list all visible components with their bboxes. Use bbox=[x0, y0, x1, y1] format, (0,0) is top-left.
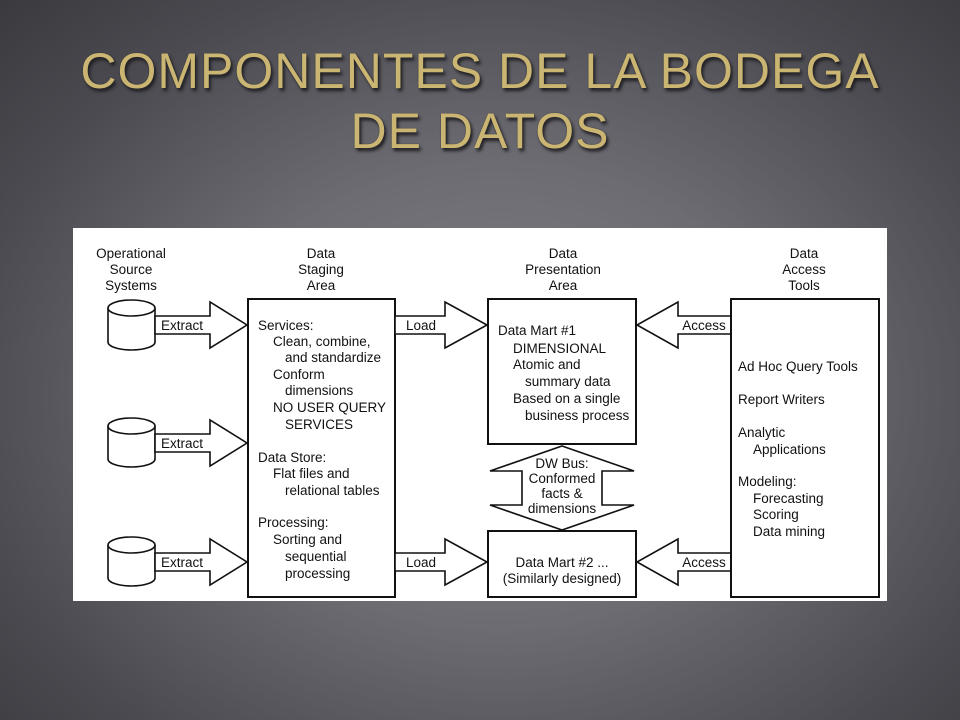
slide-title bbox=[0, 41, 960, 161]
header-staging: Staging bbox=[298, 262, 344, 277]
services-heading: Services: bbox=[258, 318, 314, 333]
data-mart-2-subtitle: (Similarly designed) bbox=[502, 571, 622, 586]
data-store-line: relational tables bbox=[285, 483, 380, 498]
source-database-icon bbox=[108, 537, 155, 586]
data-mart-1-line: DIMENSIONAL bbox=[513, 341, 607, 356]
load-arrow-label: Load bbox=[405, 555, 437, 570]
data-mart-2-title: Data Mart #2 ... bbox=[515, 555, 609, 570]
header-access: Tools bbox=[788, 278, 820, 293]
services-line: Conform bbox=[273, 367, 325, 382]
access-tool-item: Data mining bbox=[753, 524, 826, 539]
access-tool-item: Ad Hoc Query Tools bbox=[738, 359, 858, 374]
source-database-icon bbox=[108, 418, 155, 467]
access-arrow-label: Access bbox=[682, 555, 726, 570]
access-tool-item: Modeling: bbox=[738, 474, 797, 489]
header-access: Data bbox=[789, 246, 819, 261]
data-mart-1-title: Data Mart #1 bbox=[498, 323, 577, 338]
header-staging: Data bbox=[306, 246, 336, 261]
processing-line: Sorting and bbox=[273, 532, 343, 547]
extract-arrow-label: Extract bbox=[160, 318, 204, 333]
load-arrow-label: Load bbox=[405, 318, 437, 333]
extract-arrow-label: Extract bbox=[160, 436, 204, 451]
header-presentation: Area bbox=[548, 278, 578, 293]
services-line: NO USER QUERY bbox=[273, 400, 387, 415]
dw-bus-label: Conformed bbox=[528, 471, 596, 486]
processing-line: processing bbox=[285, 566, 351, 581]
header-presentation: Presentation bbox=[525, 262, 601, 277]
access-arrow bbox=[637, 539, 731, 585]
header-staging: Area bbox=[306, 278, 336, 293]
services-line: dimensions bbox=[285, 383, 354, 398]
header-source: Operational bbox=[96, 246, 166, 261]
slide-title-line: DE DATOS bbox=[350, 103, 610, 159]
data-mart-1-line: summary data bbox=[525, 374, 611, 389]
extract-arrow bbox=[155, 302, 247, 348]
source-database-icon bbox=[108, 300, 155, 350]
access-tool-item: Report Writers bbox=[738, 392, 825, 407]
extract-arrow-label: Extract bbox=[160, 555, 204, 570]
services-line: Clean, combine, bbox=[273, 334, 371, 349]
dw-bus-label: DW Bus: bbox=[535, 456, 589, 471]
access-arrow-label: Access bbox=[682, 318, 726, 333]
processing-line: sequential bbox=[285, 549, 347, 564]
dw-bus-double-arrow bbox=[490, 446, 634, 530]
data-mart-1-line: Atomic and bbox=[513, 357, 581, 372]
access-tool-item: Scoring bbox=[753, 507, 799, 522]
access-tool-item: Analytic bbox=[738, 425, 786, 440]
load-arrow bbox=[395, 302, 487, 348]
column-headers bbox=[96, 246, 826, 293]
header-source: Source bbox=[109, 262, 153, 277]
diagram-panel bbox=[73, 228, 887, 601]
data-mart-1-line: Based on a single bbox=[513, 391, 621, 406]
load-arrow bbox=[395, 539, 487, 585]
data-mart-1-line: business process bbox=[525, 408, 630, 423]
services-line: and standardize bbox=[285, 350, 382, 365]
extract-arrow bbox=[155, 539, 247, 585]
data-store-line: Flat files and bbox=[273, 466, 350, 481]
architecture-diagram bbox=[73, 228, 887, 601]
extract-arrow bbox=[155, 420, 247, 466]
header-source: Systems bbox=[105, 278, 157, 293]
dw-bus-label: facts & bbox=[541, 486, 583, 501]
services-line: SERVICES bbox=[285, 417, 354, 432]
access-tool-item: Applications bbox=[753, 442, 826, 457]
slide-title-line: COMPONENTES DE LA BODEGA bbox=[80, 43, 880, 99]
header-presentation: Data bbox=[548, 246, 578, 261]
access-tool-item: Forecasting bbox=[753, 491, 824, 506]
header-access: Access bbox=[782, 262, 826, 277]
access-arrow bbox=[637, 302, 731, 348]
data-store-heading: Data Store: bbox=[258, 450, 327, 465]
processing-heading: Processing: bbox=[258, 515, 329, 530]
dw-bus-label: dimensions bbox=[527, 501, 597, 516]
